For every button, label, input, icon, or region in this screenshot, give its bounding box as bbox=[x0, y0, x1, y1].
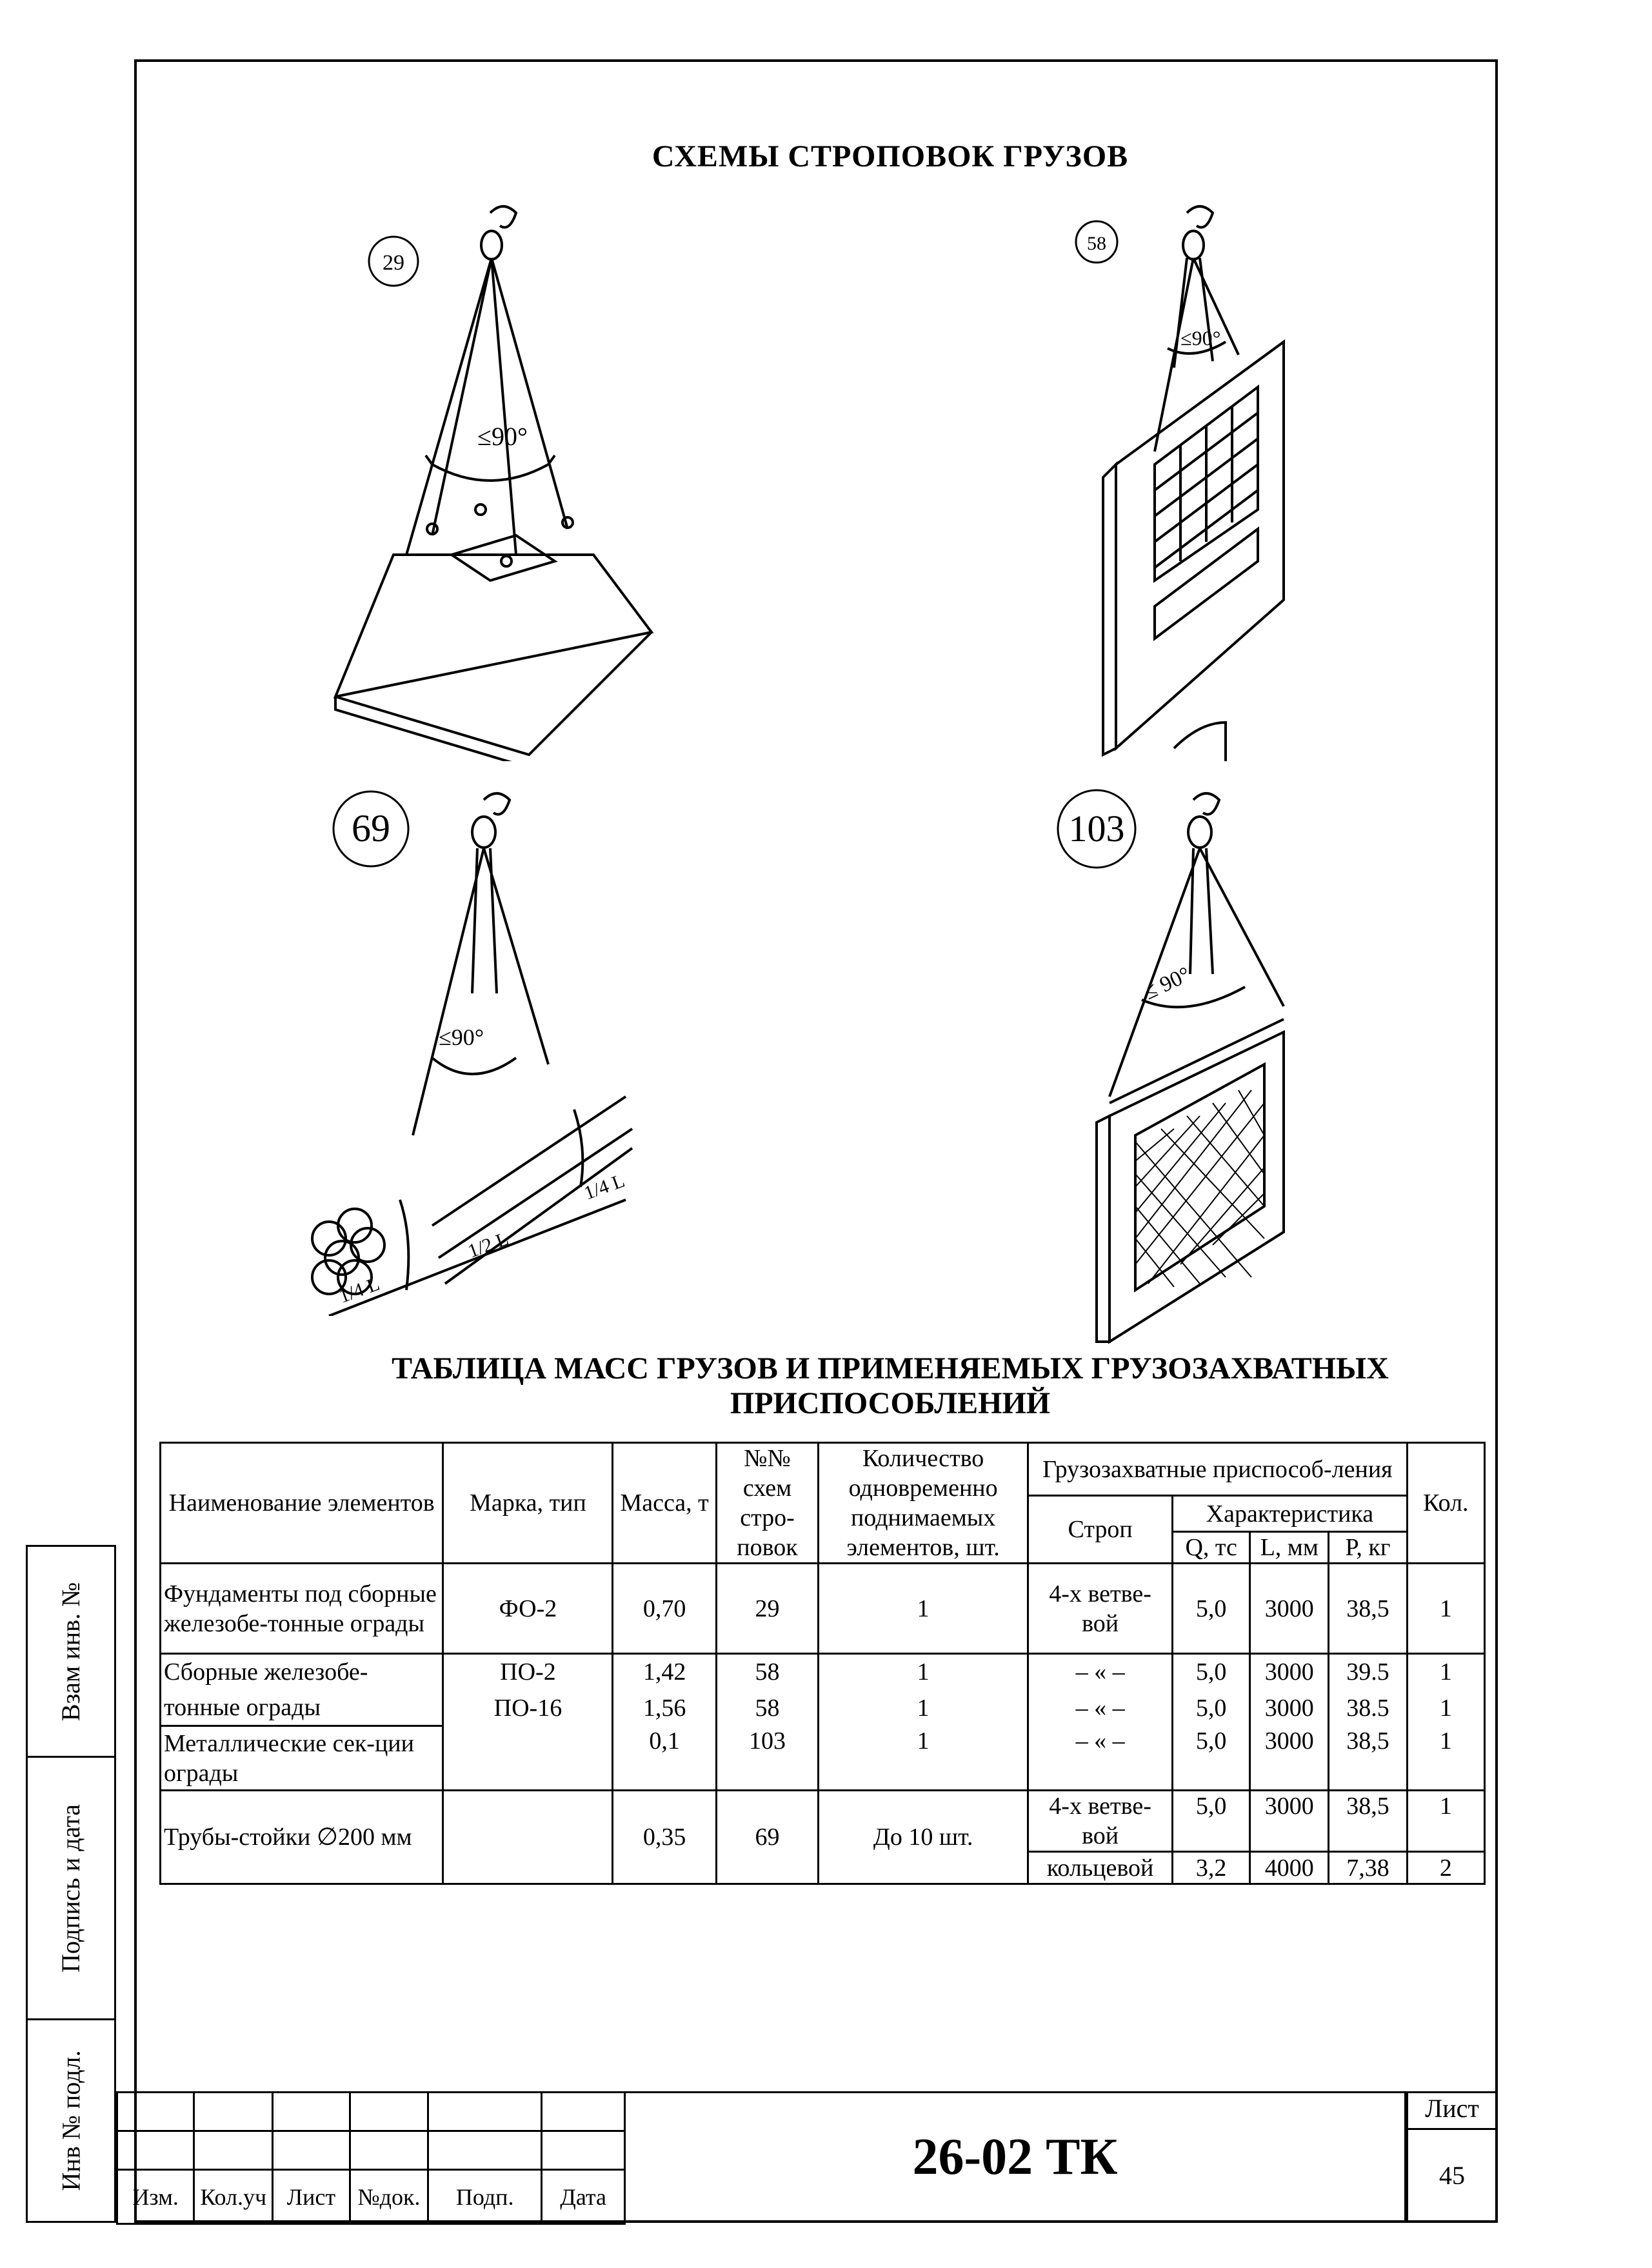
scheme-58-number: 58 bbox=[1087, 233, 1106, 254]
row1-mass: 0,70 bbox=[613, 1564, 716, 1654]
table-title-line1: ТАБЛИЦА МАСС ГРУЗОВ И ПРИМЕНЯЕМЫХ ГРУЗОЗАХВАТНЫХ bbox=[392, 1351, 1389, 1386]
row2-mass: 1,42 bbox=[613, 1654, 716, 1690]
row2-sling: – « – bbox=[1028, 1654, 1173, 1690]
row3-q: 5,0 bbox=[1173, 1690, 1250, 1726]
row4-p: 38,5 bbox=[1329, 1726, 1407, 1791]
side-podpis-cell bbox=[26, 1756, 116, 2020]
side-vzam: Взам инв. № bbox=[56, 1582, 86, 1721]
scheme-69-number: 69 bbox=[352, 807, 390, 850]
row5-l-b: 4000 bbox=[1250, 1852, 1329, 1884]
row5-scheme: 69 bbox=[716, 1791, 818, 1884]
title-block bbox=[116, 2091, 1498, 2223]
row5-mass: 0,35 bbox=[613, 1791, 716, 1884]
header-kol: Кол. bbox=[1407, 1443, 1484, 1564]
row5-p-a: 38,5 bbox=[1329, 1791, 1407, 1852]
side-inv-cell bbox=[26, 2018, 116, 2223]
row2-name: Сборные железобе- bbox=[161, 1654, 443, 1690]
row5-sling-b: кольцевой bbox=[1028, 1852, 1173, 1884]
row2-l: 3000 bbox=[1250, 1654, 1329, 1690]
row1-scheme: 29 bbox=[716, 1564, 818, 1654]
row2-q: 5,0 bbox=[1173, 1654, 1250, 1690]
scheme-58-badge bbox=[1071, 216, 1122, 268]
scheme-69-dim-3: 1/4 L bbox=[581, 1169, 628, 1204]
row4-l: 3000 bbox=[1250, 1726, 1329, 1791]
table-row bbox=[161, 1690, 1485, 1726]
row5-mark bbox=[443, 1791, 613, 1884]
table-row bbox=[161, 1726, 1485, 1791]
row2-mark: ПО-2 bbox=[443, 1654, 613, 1690]
stamp-kol-uch: Кол.уч bbox=[194, 2170, 273, 2224]
row5-kol-a: 1 bbox=[1407, 1791, 1484, 1852]
row5-count: До 10 шт. bbox=[819, 1791, 1028, 1884]
row1-mark: ФО-2 bbox=[443, 1564, 613, 1654]
table-title bbox=[277, 1351, 1503, 1421]
row4-sling: – « – bbox=[1028, 1726, 1173, 1791]
row5-l-a: 3000 bbox=[1250, 1791, 1329, 1852]
header-mark: Марка, тип bbox=[443, 1443, 613, 1564]
row1-q: 5,0 bbox=[1173, 1564, 1250, 1654]
scheme-29-badge bbox=[364, 232, 423, 290]
scheme-103-drawing bbox=[1084, 787, 1316, 1348]
table-title-line2: ПРИСПОСОБЛЕНИЙ bbox=[730, 1386, 1051, 1420]
scheme-103-number: 103 bbox=[1068, 808, 1125, 850]
row5-q-a: 5,0 bbox=[1173, 1791, 1250, 1852]
row3-mark: ПО-16 bbox=[443, 1690, 613, 1726]
row3-count: 1 bbox=[819, 1690, 1028, 1726]
stamp-podp: Подп. bbox=[428, 2170, 542, 2224]
row3-p: 38.5 bbox=[1329, 1690, 1407, 1726]
row4-scheme: 103 bbox=[716, 1726, 818, 1791]
row5-kol-b: 2 bbox=[1407, 1852, 1484, 1884]
row1-name: Фундаменты под сборные железобе-тонные ограды bbox=[161, 1564, 443, 1654]
header-name: Наименование элементов bbox=[161, 1443, 443, 1564]
row3-scheme: 58 bbox=[716, 1690, 818, 1726]
header-p: P, кг bbox=[1329, 1532, 1407, 1564]
row5-name: Трубы-стойки ∅200 мм bbox=[161, 1791, 443, 1884]
stamp-izm: Изм. bbox=[117, 2170, 194, 2224]
mass-table bbox=[159, 1442, 1486, 1885]
table-row bbox=[161, 1791, 1485, 1852]
row1-p: 38,5 bbox=[1329, 1564, 1407, 1654]
row1-kol: 1 bbox=[1407, 1564, 1484, 1654]
row3-sling: – « – bbox=[1028, 1690, 1173, 1726]
row2-p: 39.5 bbox=[1329, 1654, 1407, 1690]
sheet-label: Лист bbox=[1406, 2091, 1498, 2130]
row2-kol: 1 bbox=[1407, 1654, 1484, 1690]
row5-sling-a: 4-х ветве-вой bbox=[1028, 1791, 1173, 1852]
row2-count: 1 bbox=[819, 1654, 1028, 1690]
table-row bbox=[161, 1654, 1485, 1690]
scheme-29-number: 29 bbox=[383, 251, 404, 275]
scheme-103-angle: ≤ 90° bbox=[1140, 962, 1195, 1005]
scheme-58-angle: ≤90° bbox=[1180, 326, 1221, 350]
header-mass: Масса, т bbox=[613, 1443, 716, 1564]
row1-sling: 4-х ветве-вой bbox=[1028, 1564, 1173, 1654]
scheme-103-badge bbox=[1048, 787, 1145, 871]
row5-q-b: 3,2 bbox=[1173, 1852, 1250, 1884]
scheme-29-angle: ≤90° bbox=[477, 422, 528, 451]
side-podpis: Подпись и дата bbox=[56, 1804, 86, 1973]
row3-kol: 1 bbox=[1407, 1690, 1484, 1726]
header-scheme: №№ схем стро-повок bbox=[716, 1443, 818, 1564]
row4-kol: 1 bbox=[1407, 1726, 1484, 1791]
header-l: L, мм bbox=[1250, 1532, 1329, 1564]
stamp-data: Дата bbox=[542, 2170, 625, 2224]
row4-mark bbox=[443, 1726, 613, 1791]
row2-scheme: 58 bbox=[716, 1654, 818, 1690]
scheme-69-dim-2: 1/2 L bbox=[465, 1228, 512, 1262]
scheme-69-dim-1: 1/4 L bbox=[336, 1273, 383, 1308]
row3-l: 3000 bbox=[1250, 1690, 1329, 1726]
row4-mass: 0,1 bbox=[613, 1726, 716, 1791]
sheet-number: 45 bbox=[1406, 2128, 1498, 2223]
stamp-ndok: №док. bbox=[350, 2170, 428, 2224]
side-vzam-cell bbox=[26, 1545, 116, 1758]
table-row bbox=[161, 1564, 1485, 1654]
document-code: 26-02 ТК bbox=[912, 2128, 1118, 2185]
row1-l: 3000 bbox=[1250, 1564, 1329, 1654]
scheme-69-angle: ≤90° bbox=[439, 1024, 484, 1050]
header-sling: Строп bbox=[1028, 1496, 1173, 1564]
header-q: Q, тс bbox=[1173, 1532, 1250, 1564]
page-title: СХЕМЫ СТРОПОВОК ГРУЗОВ bbox=[652, 139, 1129, 174]
row3-mass: 1,56 bbox=[613, 1690, 716, 1726]
header-devices: Грузозахватные приспособ-ления bbox=[1028, 1443, 1408, 1496]
row1-count: 1 bbox=[819, 1564, 1028, 1654]
scheme-58-drawing bbox=[1097, 194, 1316, 761]
stamp-list: Лист bbox=[273, 2170, 350, 2224]
row4-q: 5,0 bbox=[1173, 1726, 1250, 1791]
scheme-69-badge bbox=[329, 787, 413, 871]
side-inv: Инв № подл. bbox=[56, 2050, 86, 2191]
row5-p-b: 7,38 bbox=[1329, 1852, 1407, 1884]
row4-count: 1 bbox=[819, 1726, 1028, 1791]
row3-name: тонные ограды bbox=[161, 1690, 443, 1726]
header-characteristic: Характеристика bbox=[1173, 1496, 1408, 1532]
header-count: Количество одновременно поднимаемых элементов, шт. bbox=[819, 1443, 1028, 1564]
row4-name: Металлические сек-ции ограды bbox=[161, 1726, 443, 1791]
